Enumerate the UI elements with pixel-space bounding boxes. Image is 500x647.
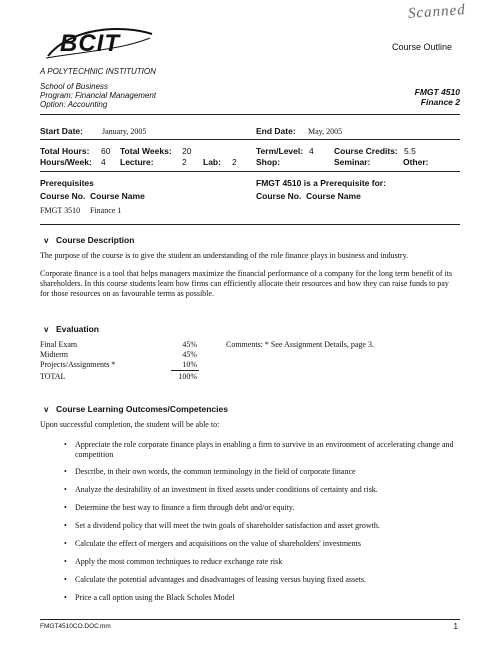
course-title: Finance 2 — [420, 97, 460, 107]
prereq-for-col-name: Course Name — [306, 191, 361, 201]
description-paragraph-1: The purpose of the course is to give the student an understanding of the role finance plays in business and industry. — [40, 251, 409, 260]
course-code: FMGT 4510 — [414, 87, 460, 97]
outcomes-heading: Course Learning Outcomes/Competencies — [56, 404, 228, 414]
term-level-label: Term/Level: — [256, 146, 304, 156]
description-heading: Course Description — [56, 235, 135, 245]
bullet-icon: • — [64, 485, 67, 494]
footer-filename: FMGT4510CO.DOC — [40, 623, 99, 630]
outcomes-intro: Upon successful completion, the student will be able to: — [40, 420, 220, 429]
bullet-icon: • — [64, 521, 67, 530]
lecture-value: 2 — [182, 157, 187, 167]
course-credits-label: Course Credits: — [334, 146, 398, 156]
bullet-icon: • — [64, 575, 67, 584]
page-number: 1 — [453, 622, 458, 631]
logo-wordmark: BCIT — [60, 30, 120, 57]
outcome-item: Determine the best way to finance a firm through debt and/or equity. — [75, 503, 295, 512]
outcome-item: Analyze the desirability of an investment in fixed assets under conditions of certainty and risk. — [75, 485, 378, 494]
eval-row-value: 100% — [178, 372, 197, 381]
program-name: Program: Financial Management — [40, 91, 157, 100]
end-date-label: End Date: — [256, 126, 296, 136]
start-date-value: January, 2005 — [102, 127, 147, 136]
other-label: Other: — [403, 157, 429, 167]
prereq-course-no: FMGT 3510 — [40, 206, 81, 215]
total-hours-label: Total Hours: — [40, 146, 90, 156]
prereq-for-title: FMGT 4510 is a Prerequisite for: — [256, 178, 386, 188]
evaluation-marker: v — [44, 325, 49, 334]
doc-type: Course Outline — [392, 42, 453, 52]
lab-label: Lab: — [203, 157, 221, 167]
outcome-item: Appreciate the role corporate finance plays in enabling a firm to survive in an environment of accelerating change and competition — [75, 440, 454, 459]
bullet-icon: • — [64, 557, 67, 566]
outcomes-marker: v — [44, 405, 49, 414]
lab-value: 2 — [232, 157, 237, 167]
scanned-stamp: Scanned — [407, 2, 467, 22]
hours-divider — [40, 171, 460, 172]
outcome-item: Set a dividend policy that will meet the twin goals of shareholder satisfaction and asset growth. — [75, 521, 380, 530]
description-paragraph-2: Corporate finance is a tool that helps managers maximize the financial performance of a company for the long term benefit of its shareholders. In this course students learn how firms can efficiently allocate their resources and how they can raise funds to pay for those resources on as favourable terms as possible. — [40, 269, 453, 298]
prereq-course-name: Finance 1 — [90, 206, 122, 215]
footer-divider — [40, 619, 460, 620]
eval-total-underline — [171, 370, 199, 371]
start-date-label: Start Date: — [40, 126, 83, 136]
evaluation-comments: Comments: * See Assignment Details, page 3. — [226, 340, 374, 349]
bcit-logo — [40, 22, 160, 66]
evaluation-heading: Evaluation — [56, 324, 99, 334]
dates-divider — [40, 139, 460, 140]
bullet-icon: • — [64, 440, 67, 449]
total-weeks-label: Total Weeks: — [120, 146, 172, 156]
outcome-item: Calculate the potential advantages and disadvantages of leasing versus buying fixed assets. — [75, 575, 367, 584]
eval-row-value: 45% — [182, 350, 197, 359]
hours-week-value: 4 — [101, 157, 106, 167]
bullet-icon: • — [64, 593, 67, 602]
shop-label: Shop: — [256, 157, 281, 167]
prereq-for-col-no: Course No. — [256, 191, 302, 201]
term-level-value: 4 — [309, 146, 314, 156]
bullet-icon: • — [64, 467, 67, 476]
hours-week-label: Hours/Week: — [40, 157, 92, 167]
lecture-label: Lecture: — [120, 157, 154, 167]
prereq-col-no: Course No. — [40, 191, 86, 201]
course-credits-value: 5.5 — [404, 146, 416, 156]
eval-row-label: TOTAL — [40, 372, 66, 381]
outcome-item: Price a call option using the Black Scholes Model — [75, 593, 235, 602]
eval-row-value: 45% — [182, 340, 197, 349]
prereq-col-name: Course Name — [90, 191, 145, 201]
total-hours-value: 60 — [101, 146, 111, 156]
prereq-title: Prerequisites — [40, 178, 94, 188]
eval-row-label: Final Exam — [40, 340, 78, 349]
option-name: Option: Accounting — [40, 100, 108, 109]
total-weeks-value: 20 — [182, 146, 192, 156]
outcome-item: Calculate the effect of mergers and acquisitions on the value of shareholders' investments — [75, 539, 361, 548]
footer-note: mm — [100, 623, 111, 630]
eval-row-value: 10% — [182, 360, 197, 369]
school-name: School of Business — [40, 82, 109, 91]
seminar-label: Seminar: — [334, 157, 371, 167]
logo-tagline: A POLYTECHNIC INSTITUTION — [40, 67, 156, 76]
description-marker: v — [44, 236, 49, 245]
outcome-item: Describe, in their own words, the common terminology in the field of corporate finance — [75, 467, 356, 476]
end-date-value: May, 2005 — [308, 127, 343, 136]
eval-row-label: Projects/Assignments * — [40, 360, 116, 369]
eval-row-label: Midterm — [40, 350, 68, 359]
bullet-icon: • — [64, 539, 67, 548]
prereq-divider — [40, 224, 460, 225]
bullet-icon: • — [64, 503, 67, 512]
outcome-item: Apply the most common techniques to reduce exchange rate risk — [75, 557, 283, 566]
header-divider — [40, 114, 460, 115]
